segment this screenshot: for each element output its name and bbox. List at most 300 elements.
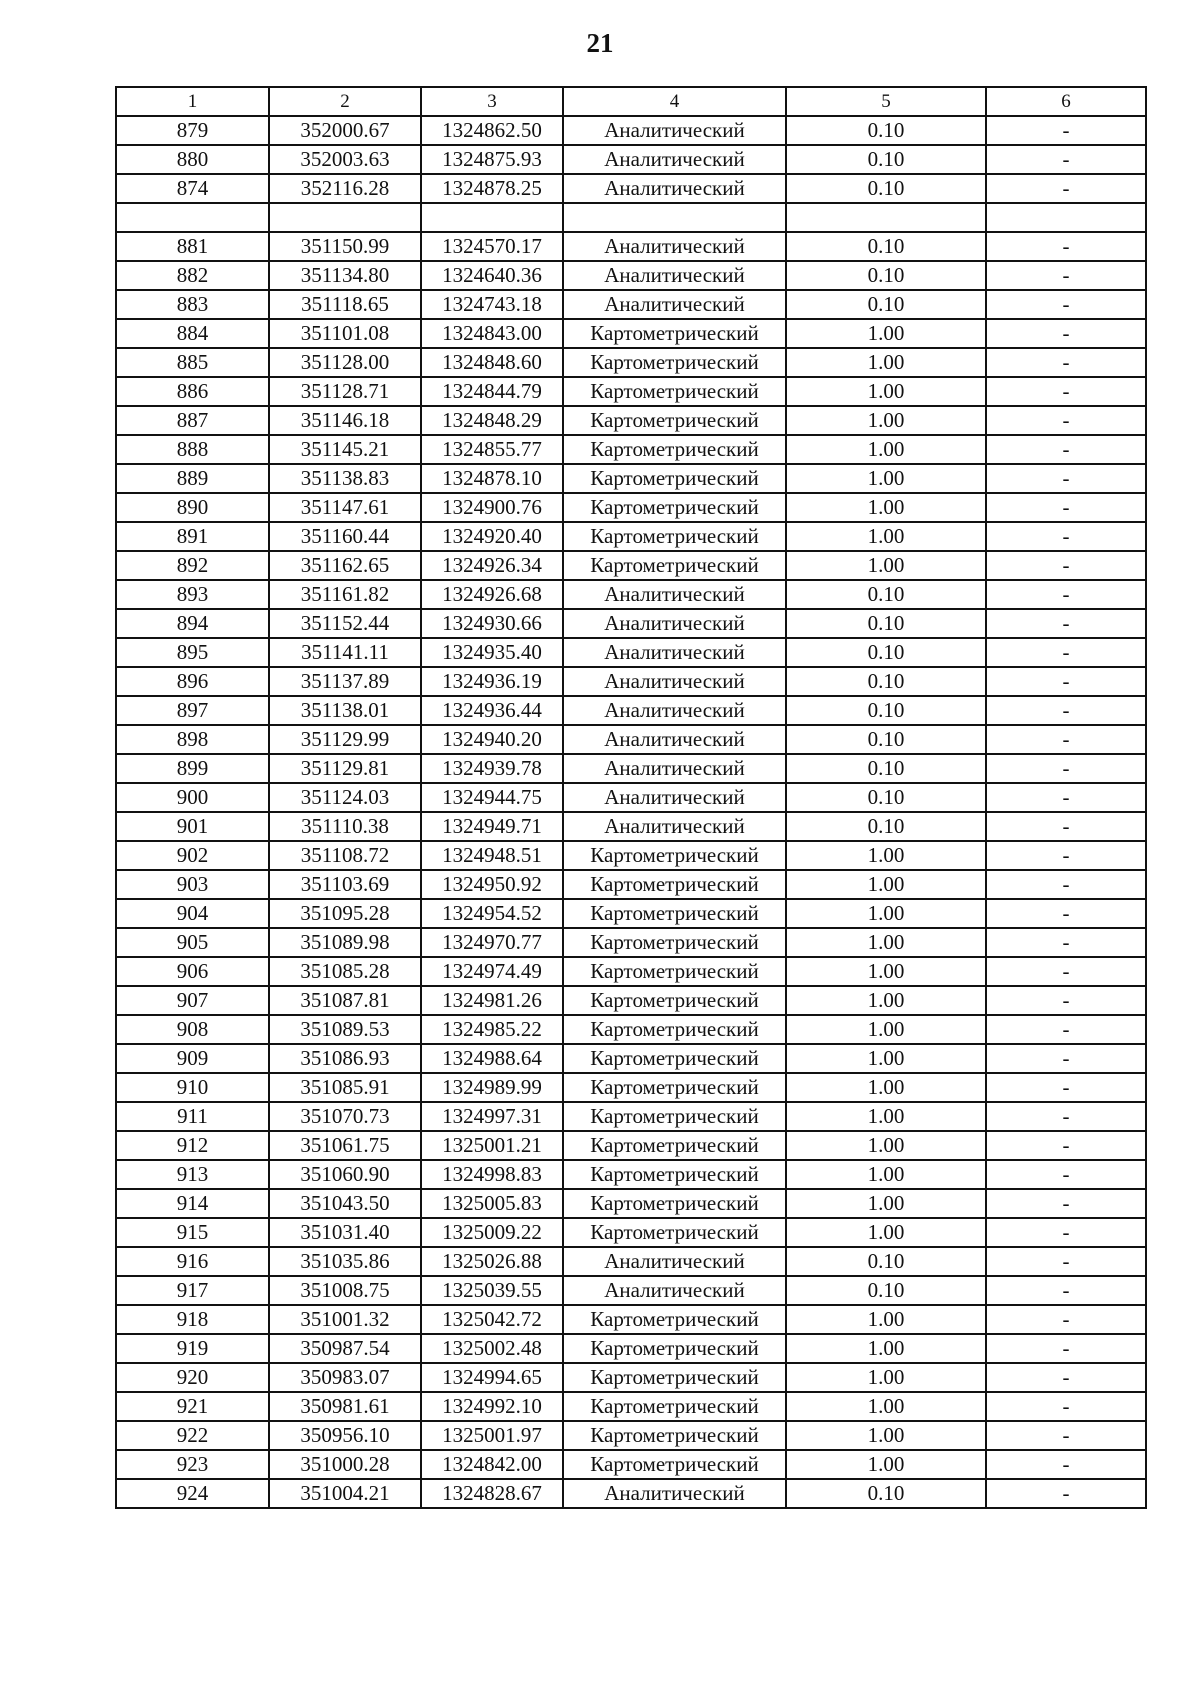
table-row (116, 493, 1146, 522)
table-cell: 351061.75 (269, 1131, 421, 1160)
table-cell: Картометрический (563, 986, 786, 1015)
table-cell: - (986, 1479, 1146, 1508)
table-cell: 1324944.75 (421, 783, 563, 812)
table-cell: 351110.38 (269, 812, 421, 841)
table-row (116, 1015, 1146, 1044)
table-cell: 351160.44 (269, 522, 421, 551)
table-cell: Картометрический (563, 1189, 786, 1218)
table-cell: 351138.83 (269, 464, 421, 493)
table-cell: 882 (116, 261, 269, 290)
table-cell: 351145.21 (269, 435, 421, 464)
table-cell: 351001.32 (269, 1305, 421, 1334)
table-cell: 1.00 (786, 406, 986, 435)
table-cell: - (986, 667, 1146, 696)
table-cell: 900 (116, 783, 269, 812)
table-row (116, 812, 1146, 841)
table-cell: 0.10 (786, 696, 986, 725)
table-cell: 351101.08 (269, 319, 421, 348)
table-cell: 351035.86 (269, 1247, 421, 1276)
table-cell: Аналитический (563, 725, 786, 754)
table-cell: - (986, 1044, 1146, 1073)
table-cell: 1.00 (786, 1102, 986, 1131)
table-cell: Картометрический (563, 1334, 786, 1363)
table-cell: 1325005.83 (421, 1189, 563, 1218)
table-cell: 1.00 (786, 464, 986, 493)
table-cell: 1324950.92 (421, 870, 563, 899)
table-cell (563, 203, 786, 232)
table-cell: 0.10 (786, 667, 986, 696)
table-cell: 1324988.64 (421, 1044, 563, 1073)
table-row (116, 986, 1146, 1015)
table-cell: 1324828.67 (421, 1479, 563, 1508)
table-cell: 351089.98 (269, 928, 421, 957)
column-header: 4 (563, 87, 786, 116)
table-row (116, 377, 1146, 406)
table-cell: 0.10 (786, 638, 986, 667)
table-cell: - (986, 638, 1146, 667)
table-cell: 1324936.19 (421, 667, 563, 696)
table-cell: 0.10 (786, 725, 986, 754)
table-row (116, 725, 1146, 754)
table-cell: 1324949.71 (421, 812, 563, 841)
table-cell: 351161.82 (269, 580, 421, 609)
table-cell: 0.10 (786, 754, 986, 783)
table-cell: 352003.63 (269, 145, 421, 174)
table-cell: 908 (116, 1015, 269, 1044)
table-cell: - (986, 1160, 1146, 1189)
table-cell: 911 (116, 1102, 269, 1131)
table-cell: 350956.10 (269, 1421, 421, 1450)
table-cell: 351138.01 (269, 696, 421, 725)
table-cell: 351089.53 (269, 1015, 421, 1044)
table-cell: 885 (116, 348, 269, 377)
table-cell: 351134.80 (269, 261, 421, 290)
table-cell: Картометрический (563, 493, 786, 522)
table-cell: 1325026.88 (421, 1247, 563, 1276)
table-row (116, 870, 1146, 899)
table-cell: - (986, 899, 1146, 928)
table-cell: 1324848.29 (421, 406, 563, 435)
table-cell: 0.10 (786, 1247, 986, 1276)
table-cell: - (986, 435, 1146, 464)
table-row (116, 348, 1146, 377)
table-cell: 905 (116, 928, 269, 957)
table-cell: 1325042.72 (421, 1305, 563, 1334)
table-cell: Аналитический (563, 812, 786, 841)
table-cell: - (986, 1015, 1146, 1044)
table-cell: Картометрический (563, 1102, 786, 1131)
table-cell: Аналитический (563, 667, 786, 696)
table-cell: 904 (116, 899, 269, 928)
table-row (116, 406, 1146, 435)
table-cell: Аналитический (563, 1276, 786, 1305)
table-cell: - (986, 957, 1146, 986)
table-row (116, 783, 1146, 812)
table-cell: Аналитический (563, 290, 786, 319)
table-cell: - (986, 493, 1146, 522)
table-header-row (116, 87, 1146, 116)
table-cell: 887 (116, 406, 269, 435)
table-cell: 922 (116, 1421, 269, 1450)
table-cell: Аналитический (563, 580, 786, 609)
table-cell: - (986, 348, 1146, 377)
table-cell: Картометрический (563, 1131, 786, 1160)
table-row (116, 261, 1146, 290)
table-cell: 1.00 (786, 377, 986, 406)
table-cell: 351137.89 (269, 667, 421, 696)
table-row (116, 928, 1146, 957)
table-cell: 1324936.44 (421, 696, 563, 725)
table-body (116, 116, 1146, 1508)
table-row (116, 290, 1146, 319)
table-cell: 1.00 (786, 1363, 986, 1392)
table-cell: 1324920.40 (421, 522, 563, 551)
table-cell: - (986, 174, 1146, 203)
table-row (116, 1247, 1146, 1276)
table-cell: Картометрический (563, 1044, 786, 1073)
table-row (116, 1421, 1146, 1450)
table-cell: 918 (116, 1305, 269, 1334)
table-row (116, 696, 1146, 725)
table-row (116, 1160, 1146, 1189)
table-row (116, 609, 1146, 638)
table-cell: - (986, 609, 1146, 638)
table-cell: Аналитический (563, 1479, 786, 1508)
table-cell: Картометрический (563, 1363, 786, 1392)
table-cell: 921 (116, 1392, 269, 1421)
table-cell: 1324981.26 (421, 986, 563, 1015)
table-cell: - (986, 319, 1146, 348)
table-cell: 351162.65 (269, 551, 421, 580)
table-cell: Картометрический (563, 1450, 786, 1479)
table-cell: 1324900.76 (421, 493, 563, 522)
table-cell: 896 (116, 667, 269, 696)
table-cell: 351004.21 (269, 1479, 421, 1508)
table-row (116, 1392, 1146, 1421)
table-cell: 1324640.36 (421, 261, 563, 290)
table-cell: 351031.40 (269, 1218, 421, 1247)
table-cell: 1324939.78 (421, 754, 563, 783)
table-cell: 1.00 (786, 319, 986, 348)
table-cell: Картометрический (563, 1015, 786, 1044)
table-cell: - (986, 1450, 1146, 1479)
table-row (116, 580, 1146, 609)
table-cell: - (986, 261, 1146, 290)
table-cell: 1324992.10 (421, 1392, 563, 1421)
table-cell: 919 (116, 1334, 269, 1363)
table-cell: 915 (116, 1218, 269, 1247)
table-row (116, 1102, 1146, 1131)
table-cell: 883 (116, 290, 269, 319)
table-cell: Аналитический (563, 609, 786, 638)
table-cell: 351118.65 (269, 290, 421, 319)
table-cell: Картометрический (563, 957, 786, 986)
table-cell: 1324844.79 (421, 377, 563, 406)
table-cell: Картометрический (563, 1218, 786, 1247)
table-row (116, 522, 1146, 551)
table-cell: 884 (116, 319, 269, 348)
table-cell: 1324926.68 (421, 580, 563, 609)
table-cell: 0.10 (786, 232, 986, 261)
table-cell: - (986, 1305, 1146, 1334)
table-cell: 874 (116, 174, 269, 203)
table-cell: 1325001.21 (421, 1131, 563, 1160)
table-cell: 906 (116, 957, 269, 986)
table-cell: - (986, 783, 1146, 812)
table-cell: 1324855.77 (421, 435, 563, 464)
table-cell: - (986, 145, 1146, 174)
table-cell: 913 (116, 1160, 269, 1189)
table-cell: 351085.91 (269, 1073, 421, 1102)
table-cell: 892 (116, 551, 269, 580)
table-cell: Картометрический (563, 899, 786, 928)
table-cell: 351008.75 (269, 1276, 421, 1305)
table-cell: - (986, 1363, 1146, 1392)
table-cell: 1324989.99 (421, 1073, 563, 1102)
table-cell: 1.00 (786, 841, 986, 870)
table-cell: 351095.28 (269, 899, 421, 928)
table-cell: 1324994.65 (421, 1363, 563, 1392)
table-cell: 1.00 (786, 1073, 986, 1102)
table-cell: 1.00 (786, 1189, 986, 1218)
table-row (116, 1334, 1146, 1363)
table-cell: 0.10 (786, 783, 986, 812)
table-row (116, 232, 1146, 261)
table-cell: 1.00 (786, 551, 986, 580)
table-cell: Аналитический (563, 174, 786, 203)
table-cell: - (986, 1189, 1146, 1218)
table-cell: 351103.69 (269, 870, 421, 899)
table-cell: 1.00 (786, 1392, 986, 1421)
table-cell: 917 (116, 1276, 269, 1305)
table-cell: 1324930.66 (421, 609, 563, 638)
table-cell: 0.10 (786, 145, 986, 174)
table-row (116, 638, 1146, 667)
table-cell: 1.00 (786, 493, 986, 522)
table-cell: 1.00 (786, 522, 986, 551)
table-cell: 351070.73 (269, 1102, 421, 1131)
table-cell (269, 203, 421, 232)
table-cell: 1324843.00 (421, 319, 563, 348)
table-cell: 1.00 (786, 1334, 986, 1363)
table-cell: 0.10 (786, 290, 986, 319)
table-cell: 1.00 (786, 1450, 986, 1479)
table-cell: - (986, 1334, 1146, 1363)
coordinates-table (115, 86, 1147, 1509)
table-cell: 1324954.52 (421, 899, 563, 928)
table-cell: - (986, 1218, 1146, 1247)
table-cell: - (986, 406, 1146, 435)
table-cell: 1.00 (786, 928, 986, 957)
table-cell: 1324940.20 (421, 725, 563, 754)
table-cell: 1324948.51 (421, 841, 563, 870)
table-cell: 1.00 (786, 1160, 986, 1189)
table-row (116, 551, 1146, 580)
table-cell: Картометрический (563, 464, 786, 493)
table-cell (116, 203, 269, 232)
table-cell: Картометрический (563, 319, 786, 348)
table-cell: Картометрический (563, 435, 786, 464)
table-cell: Картометрический (563, 1421, 786, 1450)
table-cell: 351060.90 (269, 1160, 421, 1189)
table-row (116, 899, 1146, 928)
table-cell: - (986, 551, 1146, 580)
table-cell: 351141.11 (269, 638, 421, 667)
table-cell: - (986, 986, 1146, 1015)
table-cell: Аналитический (563, 638, 786, 667)
table-cell: - (986, 290, 1146, 319)
table-cell: - (986, 116, 1146, 145)
table-cell: 1324743.18 (421, 290, 563, 319)
table-row (116, 174, 1146, 203)
table-cell: 0.10 (786, 580, 986, 609)
table-cell: 351129.81 (269, 754, 421, 783)
table-cell: Картометрический (563, 551, 786, 580)
table-row (116, 319, 1146, 348)
table-cell: 1324878.25 (421, 174, 563, 203)
table-cell: 0.10 (786, 174, 986, 203)
table-cell: 897 (116, 696, 269, 725)
table-cell: 899 (116, 754, 269, 783)
table-cell: 351000.28 (269, 1450, 421, 1479)
table-cell: 0.10 (786, 116, 986, 145)
table-cell: 1.00 (786, 899, 986, 928)
table-cell: Аналитический (563, 261, 786, 290)
table-cell: Аналитический (563, 783, 786, 812)
table-cell: 1324997.31 (421, 1102, 563, 1131)
table-cell: 1.00 (786, 870, 986, 899)
table-cell: - (986, 841, 1146, 870)
table-cell: 351128.00 (269, 348, 421, 377)
table-cell: - (986, 1102, 1146, 1131)
table-row (116, 145, 1146, 174)
table-cell: 351124.03 (269, 783, 421, 812)
table-cell: Картометрический (563, 1073, 786, 1102)
table-cell: Картометрический (563, 870, 786, 899)
table-cell: 901 (116, 812, 269, 841)
table-row (116, 667, 1146, 696)
table-cell: 1324848.60 (421, 348, 563, 377)
table-cell: 351147.61 (269, 493, 421, 522)
table-cell: - (986, 1421, 1146, 1450)
table-cell: 912 (116, 1131, 269, 1160)
table-cell: 1.00 (786, 986, 986, 1015)
table-cell: 1.00 (786, 957, 986, 986)
table-cell: 0.10 (786, 812, 986, 841)
table-row (116, 754, 1146, 783)
table-row (116, 1479, 1146, 1508)
table-cell: - (986, 232, 1146, 261)
table-cell: 889 (116, 464, 269, 493)
table-cell: 895 (116, 638, 269, 667)
table-cell: Картометрический (563, 377, 786, 406)
table-cell: 1325009.22 (421, 1218, 563, 1247)
table-cell: 351152.44 (269, 609, 421, 638)
column-header: 5 (786, 87, 986, 116)
table-row (116, 1363, 1146, 1392)
table-cell: Картометрический (563, 406, 786, 435)
table-cell: 1.00 (786, 1218, 986, 1247)
table-cell (786, 203, 986, 232)
table-cell: 351085.28 (269, 957, 421, 986)
table-cell: - (986, 1073, 1146, 1102)
table-cell: - (986, 522, 1146, 551)
table-cell: 1324842.00 (421, 1450, 563, 1479)
table-row (116, 435, 1146, 464)
table-cell: - (986, 870, 1146, 899)
table-row (116, 841, 1146, 870)
table-cell: 1324878.10 (421, 464, 563, 493)
table-cell: - (986, 1247, 1146, 1276)
table-cell: 1.00 (786, 348, 986, 377)
table-cell: 351087.81 (269, 986, 421, 1015)
table-cell: 1324998.83 (421, 1160, 563, 1189)
table-cell: 914 (116, 1189, 269, 1218)
table-cell: 903 (116, 870, 269, 899)
table-cell: 351108.72 (269, 841, 421, 870)
table-cell: 886 (116, 377, 269, 406)
table-cell: 0.10 (786, 1276, 986, 1305)
table-cell: 350987.54 (269, 1334, 421, 1363)
table-cell: 902 (116, 841, 269, 870)
table-cell: 893 (116, 580, 269, 609)
table-cell: 351043.50 (269, 1189, 421, 1218)
table-row (116, 1131, 1146, 1160)
table-row (116, 464, 1146, 493)
table-cell: 0.10 (786, 1479, 986, 1508)
table-cell: 1.00 (786, 1015, 986, 1044)
table-cell: 351146.18 (269, 406, 421, 435)
table-cell: 352000.67 (269, 116, 421, 145)
table-cell: 351150.99 (269, 232, 421, 261)
table-cell: 1324935.40 (421, 638, 563, 667)
table-cell: 1.00 (786, 435, 986, 464)
table-cell: Картометрический (563, 522, 786, 551)
table-cell: 1.00 (786, 1131, 986, 1160)
page-number: 21 (586, 28, 614, 58)
table-cell: Картометрический (563, 1392, 786, 1421)
column-header: 2 (269, 87, 421, 116)
table-cell: 909 (116, 1044, 269, 1073)
table-cell: Картометрический (563, 841, 786, 870)
column-header: 3 (421, 87, 563, 116)
table-cell: - (986, 725, 1146, 754)
table-row (116, 1189, 1146, 1218)
table-cell: - (986, 928, 1146, 957)
table-cell: Аналитический (563, 696, 786, 725)
table-cell: 888 (116, 435, 269, 464)
table-cell: 0.10 (786, 609, 986, 638)
table-cell: Картометрический (563, 348, 786, 377)
table-cell: 1324974.49 (421, 957, 563, 986)
table-cell: Картометрический (563, 1305, 786, 1334)
table-cell: 0.10 (786, 261, 986, 290)
table-row (116, 1450, 1146, 1479)
table-cell: 1324875.93 (421, 145, 563, 174)
table-cell: 920 (116, 1363, 269, 1392)
table-cell: - (986, 696, 1146, 725)
table-cell: 1.00 (786, 1421, 986, 1450)
table-cell: 916 (116, 1247, 269, 1276)
table-cell: - (986, 464, 1146, 493)
table-cell: 1324862.50 (421, 116, 563, 145)
table-cell: 894 (116, 609, 269, 638)
table-cell: 898 (116, 725, 269, 754)
table-cell: 881 (116, 232, 269, 261)
table-cell: - (986, 754, 1146, 783)
table-row-blank (116, 203, 1146, 232)
table-cell: Аналитический (563, 145, 786, 174)
